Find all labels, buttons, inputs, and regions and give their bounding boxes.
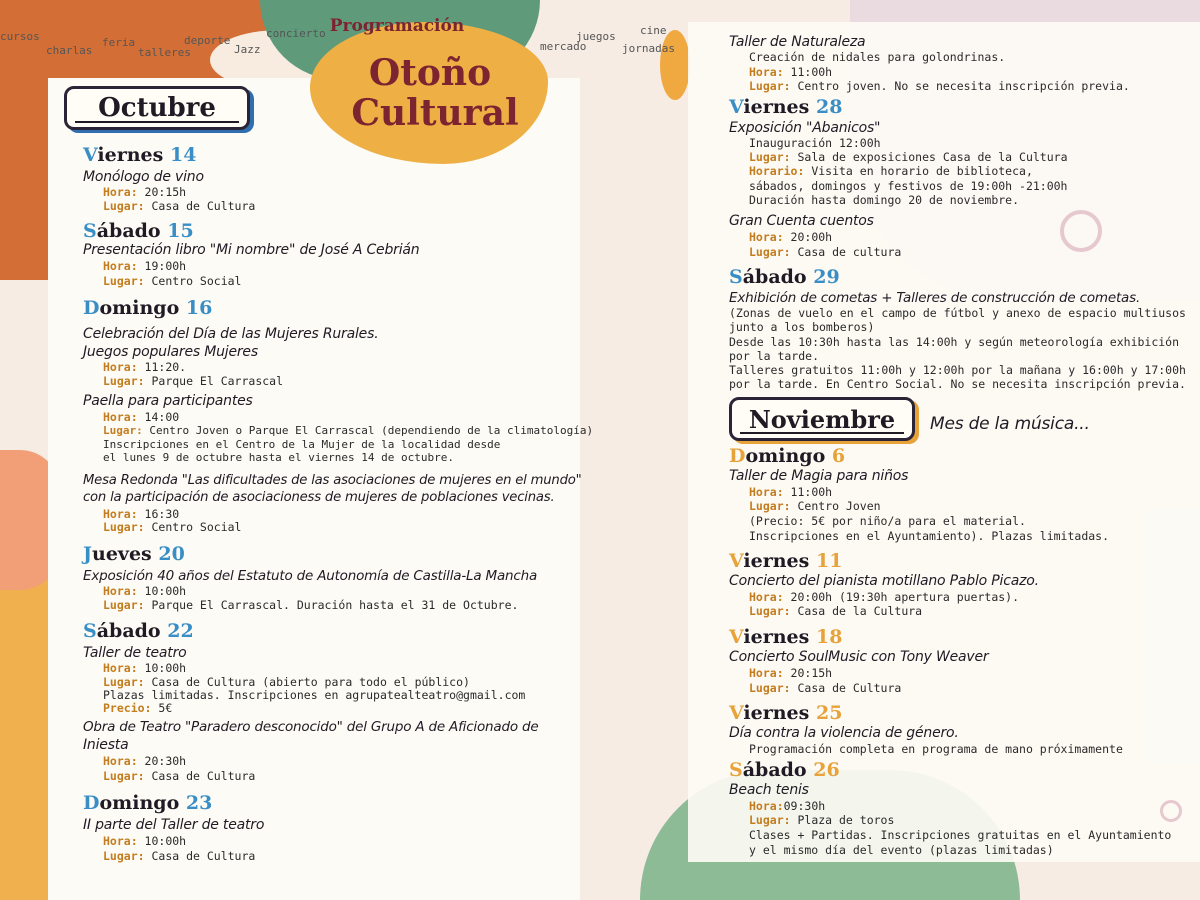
event-title: Taller de teatro <box>83 645 187 661</box>
event-title: Paella para participantes <box>83 393 253 409</box>
event-title: Concierto del pianista motillano Pablo Picazo. <box>729 573 1039 589</box>
event-detail: Hora: 16:30 <box>103 507 180 521</box>
header-otono: Otoño <box>368 52 492 94</box>
event-detail: el lunes 9 de octubre hasta el viernes 14 de octubre. <box>103 451 454 464</box>
event-title: Monólogo de vino <box>83 169 204 185</box>
event-detail: Hora: 11:20. <box>103 360 187 374</box>
tag: cursos <box>0 30 40 43</box>
tag: jornadas <box>622 42 675 55</box>
event-detail: Lugar: Casa de la Cultura <box>749 604 923 618</box>
event-title: II parte del Taller de teatro <box>83 817 265 833</box>
event-detail: Lugar: Casa de cultura <box>749 245 902 259</box>
month-label: Octubre <box>98 93 216 123</box>
event-detail: Horario: Visita en horario de biblioteca, <box>749 164 1033 178</box>
flower-right-shape <box>660 30 690 100</box>
event-detail: Lugar: Centro joven. No se necesita inscripción previa. <box>749 79 1130 93</box>
event-detail: y el mismo día del evento (plazas limitadas) <box>749 843 1054 857</box>
event-detail: Lugar: Centro Social <box>103 274 242 288</box>
event-detail: Hora: 14:00 <box>103 410 180 424</box>
day-heading: Domingo 23 <box>83 792 213 814</box>
month-subtitle: Mes de la música... <box>930 414 1090 434</box>
tag: talleres <box>138 46 191 59</box>
tag: deporte <box>184 34 231 47</box>
event-detail: (Zonas de vuelo en el campo de fútbol y anexo de espacio multiusos <box>729 306 1186 320</box>
event-detail: Hora: 10:00h <box>103 584 187 598</box>
event-detail: Hora: 19:00h <box>103 259 187 273</box>
day-heading: Viernes 18 <box>729 626 843 648</box>
header-programacion: Programación <box>329 16 465 36</box>
day-heading: Sábado 15 <box>83 220 194 242</box>
tag: mercado <box>540 40 587 53</box>
day-heading: Sábado 22 <box>83 620 194 642</box>
event-detail: Creación de nidales para golondrinas. <box>749 50 1006 64</box>
day-heading: Domingo 16 <box>83 297 213 319</box>
day-heading: Sábado 26 <box>729 759 840 781</box>
month-label: Noviembre <box>748 404 896 434</box>
event-detail: Lugar: Plaza de toros <box>749 813 895 827</box>
event-detail: Talleres gratuitos 11:00h y 12:00h por la mañana y 16:00h y 17:00h <box>729 363 1186 377</box>
event-title: Gran Cuenta cuentos <box>729 213 874 229</box>
day-heading: Viernes 28 <box>729 96 843 118</box>
tag: cine <box>640 24 667 37</box>
event-title: Exposición 40 años del Estatuto de Autonomía de Castilla-La Mancha <box>83 568 538 584</box>
event-detail: Hora: 10:00h <box>103 661 187 675</box>
event-detail: Inauguración 12:00h <box>749 136 881 150</box>
event-detail: Programación completa en programa de mano próximamente <box>749 742 1123 756</box>
day-heading: Domingo 6 <box>729 445 846 467</box>
day-heading: Sábado 29 <box>729 266 840 288</box>
event-title: Iniesta <box>83 737 129 753</box>
event-title: Taller de Magia para niños <box>729 468 909 484</box>
event-detail: Desde las 10:30h hasta las 14:00h y según meteorología exhibición <box>729 335 1180 349</box>
event-detail: Lugar: Casa de Cultura (abierto para todo el público) <box>103 675 470 689</box>
header-cultural: Cultural <box>351 92 519 134</box>
event-title: Presentación libro "Mi nombre" de José A Cebrián <box>83 242 420 258</box>
event-title: Día contra la violencia de género. <box>729 725 959 741</box>
event-detail: Lugar: Casa de Cultura <box>103 849 256 863</box>
event-detail: Hora: 20:00h <box>749 230 833 244</box>
event-title: Exhibición de cometas + Talleres de construcción de cometas. <box>729 290 1141 306</box>
event-detail: Precio: 5€ <box>103 701 173 715</box>
tag: juegos <box>576 30 616 43</box>
event-title: Beach tenis <box>729 782 809 798</box>
day-heading: Viernes 14 <box>83 144 197 166</box>
event-title: Juegos populares Mujeres <box>83 344 258 360</box>
event-title: Concierto SoulMusic con Tony Weaver <box>729 649 989 665</box>
event-detail: Clases + Partidas. Inscripciones gratuitas en el Ayuntamiento <box>749 828 1172 842</box>
event-detail: Hora:09:30h <box>749 799 826 813</box>
event-detail: Hora: 20:00h (19:30h apertura puertas). <box>749 590 1020 604</box>
event-detail: Lugar: Casa de Cultura <box>103 769 256 783</box>
event-detail: Hora: 20:30h <box>103 754 187 768</box>
event-detail: Hora: 11:00h <box>749 65 833 79</box>
tag: feria <box>102 36 136 49</box>
day-heading: Viernes 11 <box>729 550 843 572</box>
event-detail: junto a los bomberos) <box>729 320 875 334</box>
event-detail: Plazas limitadas. Inscripciones en agrupatealteatro@gmail.com <box>103 688 526 702</box>
event-detail: Hora: 20:15h <box>103 185 187 199</box>
day-heading: Viernes 25 <box>729 702 843 724</box>
tag: Jazz <box>234 43 261 56</box>
event-detail: Lugar: Parque El Carrascal <box>103 374 284 388</box>
month-header-octubre <box>64 86 250 130</box>
event-title: con la participación de asociacioness de mujeres de poblaciones vecinas. <box>83 490 555 505</box>
event-detail: Inscripciones en el Centro de la Mujer de la localidad desde <box>103 438 501 451</box>
event-detail: Inscripciones en el Ayuntamiento). Plazas limitadas. <box>749 529 1110 543</box>
event-detail: sábados, domingos y festivos de 19:00h -21:00h <box>749 179 1068 193</box>
event-detail: Hora: 20:15h <box>749 666 833 680</box>
event-detail: (Precio: 5€ por niño/a para el material. <box>749 514 1026 528</box>
day-heading: Jueves 20 <box>83 543 185 565</box>
event-detail: por la tarde. <box>729 349 820 363</box>
event-detail: Duración hasta domingo 20 de noviembre. <box>749 193 1020 207</box>
ring-decoration <box>1160 800 1182 822</box>
event-detail: Lugar: Centro Joven o Parque El Carrascal (dependiendo de la climatología) <box>103 424 594 437</box>
event-detail: por la tarde. En Centro Social. No se necesita inscripción previa. <box>729 377 1186 391</box>
event-detail: Lugar: Casa de Cultura <box>103 199 256 213</box>
event-detail: Hora: 11:00h <box>749 485 833 499</box>
event-detail: Lugar: Parque El Carrascal. Duración hasta el 31 de Octubre. <box>103 598 519 612</box>
month-header-noviembre <box>729 397 915 441</box>
event-detail: Lugar: Centro Joven <box>749 499 881 513</box>
tag: charlas <box>46 44 93 57</box>
event-detail: Lugar: Casa de Cultura <box>749 681 902 695</box>
event-title: Exposición "Abanicos" <box>729 120 881 136</box>
event-title: Obra de Teatro "Paradero desconocido" del Grupo A de Aficionado de <box>83 719 539 735</box>
event-title: Taller de Naturaleza <box>729 34 866 50</box>
event-detail: Lugar: Sala de exposiciones Casa de la Cultura <box>749 150 1068 164</box>
event-title: Mesa Redonda "Las dificultades de las asociaciones de mujeres en el mundo" <box>83 473 582 488</box>
event-detail: Lugar: Centro Social <box>103 520 242 534</box>
tag: concierto <box>266 27 326 40</box>
event-detail: Hora: 10:00h <box>103 834 187 848</box>
event-title: Celebración del Día de las Mujeres Rurales. <box>83 326 379 342</box>
ring-decoration <box>1060 210 1102 252</box>
